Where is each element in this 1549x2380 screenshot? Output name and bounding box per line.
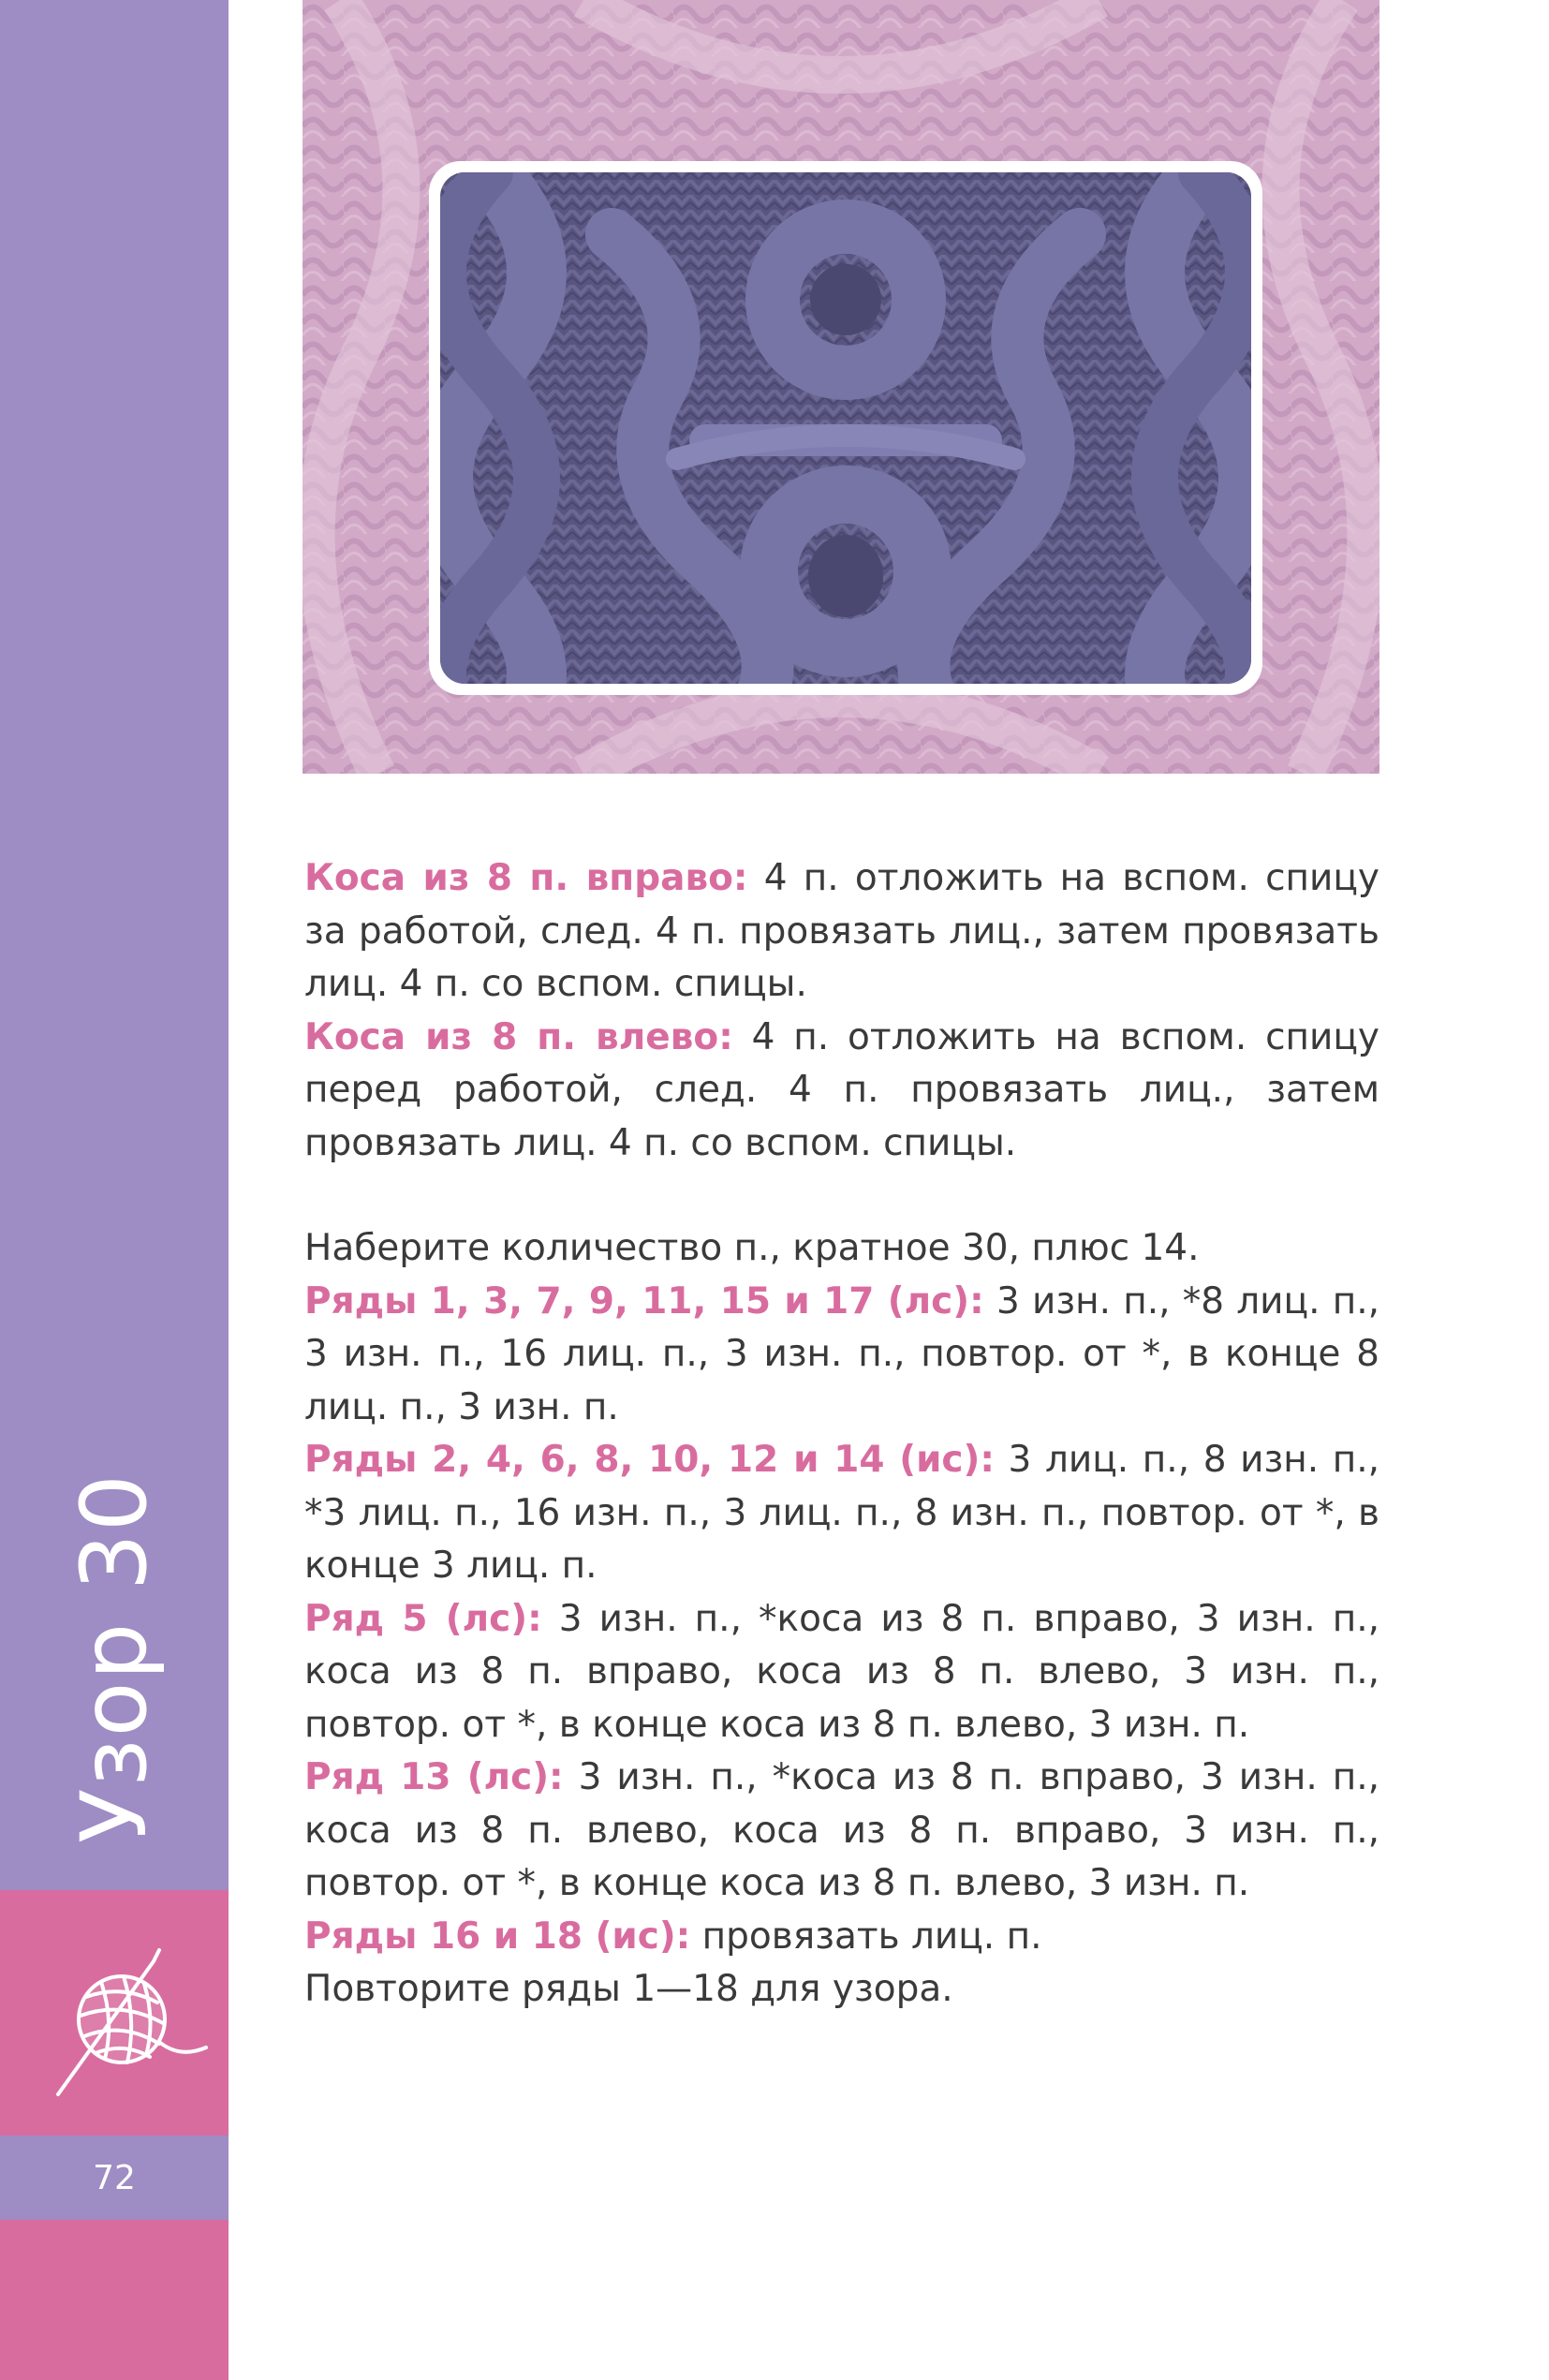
row-label: Ряды 16 и 18 (ис): [304,1914,691,1958]
cable-left-definition [304,1012,1379,1171]
page-number: 72 [93,2158,136,2197]
row-text: 3 изн. п., *коса из 8 п. вправо, 3 изн. п., коса из 8 п. вправо, коса из 8 п. влево, 3 изн. п., повтор. от *, в конце коса из 8 п. влево, 3 изн. п. [304,1597,1380,1746]
cast-on-instruction: Наберите количество п., кратное 30, плюс 14. [304,1227,1200,1269]
repeat-instruction: Повторите ряды 1—18 для узора. [304,1968,953,2010]
sidebar-bottom-panel [0,2220,229,2380]
row-text: провязать лиц. п. [690,1914,1042,1958]
row-instruction [304,1752,1379,1911]
yarn-ball-icon [49,1937,217,2106]
paragraph-gap [304,1170,1379,1222]
row-text: 3 лиц. п., 8 изн. п., *3 лиц. п., 16 изн. п., 3 лиц. п., 8 изн. п., повтор. от *, в конце 3 лиц. п. [304,1439,1380,1587]
pattern-instructions [304,852,1379,2017]
row-instruction [304,1434,1379,1593]
row-label: Ряд 13 (лс): [304,1756,564,1798]
row-instruction [304,1911,1379,1964]
row-instruction [304,1276,1379,1435]
cable-right-text: 4 п. отложить на вспом. спицу за работой, след. 4 п. провязать лиц., затем провязать лиц. 4 п. со вспом. спицы. [304,857,1379,1005]
cable-right-definition [304,852,1379,1012]
row-text: 3 изн. п., *8 лиц. п., 3 изн. п., 16 лиц. п., 3 изн. п., повтор. от *, в конце 8 лиц. п., 3 изн. п. [304,1279,1379,1428]
row-text: 3 изн. п., *коса из 8 п. вправо, 3 изн. п., коса из 8 п. влево, коса из 8 п. вправо, 3 изн. п., повтор. от *, в конце коса из 8 п. влево, 3 изн. п. [304,1756,1379,1904]
cable-left-label: Коса из 8 п. влево: [304,1015,733,1058]
cable-right-label: Коса из 8 п. вправо: [304,857,748,899]
pattern-title: Узор 30 [62,1472,167,1843]
row-label: Ряды 2, 4, 6, 8, 10, 12 и 14 (ис): [304,1439,995,1481]
row-label: Ряды 1, 3, 7, 9, 11, 15 и 17 (лс): [304,1279,984,1323]
row-label: Ряд 5 (лс): [304,1597,542,1640]
row-instruction [304,1593,1379,1752]
cable-left-text: 4 п. отложить на вспом. спицу перед работой, след. 4 п. провязать лиц., затем провязать лиц. 4 п. со вспом. спицы. [304,1015,1379,1164]
knit-cable-pattern-photo [302,0,1379,774]
